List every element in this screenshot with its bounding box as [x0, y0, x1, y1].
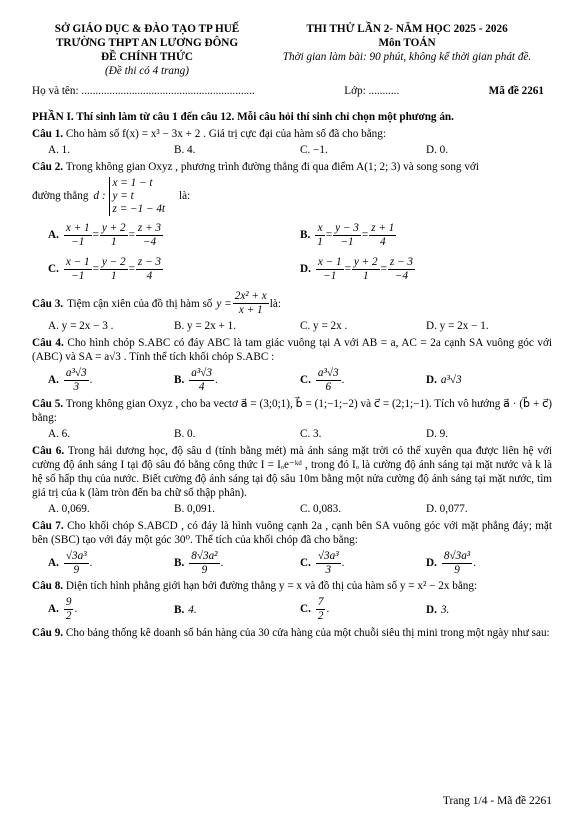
option-key: B.: [300, 228, 311, 241]
numerator: z + 3: [137, 221, 162, 234]
denominator: −1: [323, 270, 337, 283]
option-d: D. y = 2x − 1.: [426, 319, 489, 332]
header-left: [32, 22, 262, 78]
numerator: √3a³: [317, 549, 339, 562]
question-text: Trong hải dương học, độ sâu d (tính bằng mét) mà ánh sáng mặt trời có thể xuyên qua được liên hệ với cường độ ánh sáng I tại độ sâu đó bằng công thức I = Iₒe⁻ᵏᵈ , trong đó Iₒ là cường độ ánh sáng tại mặt nước và k là hệ số hấp thụ của nước. Biết cường độ ánh sáng tại độ sâu 10m bằng một nửa cường độ ánh sáng tại mặt nước, tìm giá trị của k (làm tròn đến ba chữ số thập phân).: [32, 444, 552, 499]
denominator: 3: [73, 380, 80, 393]
numerator: √3a³: [65, 549, 87, 562]
numerator: a³√3: [65, 366, 87, 379]
equals-sign: =: [92, 263, 99, 276]
denominator: 9: [201, 563, 208, 576]
question-3: [32, 290, 552, 317]
option-key: B.: [174, 556, 185, 569]
numerator: y − 3: [335, 221, 359, 234]
period: .: [473, 556, 476, 569]
option-key: D.: [426, 603, 437, 616]
option-a: A. 6.: [48, 427, 71, 440]
official-label: ĐỀ CHÍNH THỨC: [101, 51, 193, 63]
fraction: [316, 256, 344, 283]
option-key: A.: [48, 228, 59, 241]
equals-sign: =: [361, 228, 369, 241]
numerator: x − 1: [317, 256, 342, 269]
question-label: Câu 6.: [32, 444, 65, 457]
numerator: 7: [317, 596, 324, 609]
numerator: a³√3: [191, 366, 212, 379]
fraction: [136, 222, 163, 249]
fraction: [316, 596, 326, 623]
numerator: z + 1: [371, 221, 395, 234]
option-key: B.: [174, 603, 185, 616]
fraction: [316, 367, 341, 394]
fraction: [333, 222, 361, 249]
denominator: 1: [110, 235, 117, 248]
question-text: Tiệm cận xiên của đồ thị hàm số: [67, 297, 213, 310]
numerator: x + 1: [65, 221, 90, 234]
equals-sign: =: [344, 263, 351, 276]
q1-options: [48, 143, 552, 157]
option-key: C.: [48, 263, 59, 276]
name-field: Họ và tên: ..............................................................: [32, 85, 255, 97]
fraction: [352, 256, 380, 283]
fraction: [64, 367, 89, 394]
option-c: C. 0,083.: [300, 502, 342, 515]
line-tail: là:: [179, 190, 191, 203]
numerator: x: [315, 222, 325, 236]
header-right: [262, 22, 552, 78]
denominator: x + 1: [238, 304, 263, 316]
fraction: [136, 256, 163, 283]
line-name: d :: [93, 190, 106, 203]
question-7: [32, 519, 552, 547]
option-a: [48, 596, 174, 623]
question-label: Câu 1.: [32, 128, 64, 140]
option-a: [48, 367, 174, 394]
question-label: Câu 8.: [32, 580, 64, 593]
eq-y: y = t: [112, 189, 134, 202]
question-label: Câu 9.: [32, 627, 64, 640]
fraction: [388, 256, 415, 283]
option-b: B. 4.: [174, 144, 196, 156]
department: SỞ GIÁO DỤC & ĐÀO TẠO TP HUẾ: [54, 23, 240, 35]
period: .: [89, 373, 93, 386]
equals-sign: =: [128, 228, 135, 241]
q3-options: [48, 319, 552, 333]
question-label: Câu 4.: [32, 336, 64, 349]
option-b: B. 0.: [174, 427, 196, 440]
q8-options: [48, 596, 552, 623]
option-c: [300, 367, 426, 394]
school: TRƯỜNG THPT AN LƯƠNG ĐÔNG: [55, 37, 239, 49]
denominator: 1: [317, 235, 323, 248]
fraction: [369, 222, 396, 249]
option-d: [300, 256, 552, 283]
question-2: [32, 160, 552, 174]
option-key: B.: [174, 373, 185, 386]
option-c: C. y = 2x .: [300, 319, 348, 332]
q2-line-d: [32, 177, 552, 216]
equals-sign: =: [128, 263, 135, 276]
numerator: y + 2: [101, 221, 126, 234]
option-key: C.: [300, 373, 311, 386]
numerator: 2x² + x: [234, 290, 267, 303]
denominator: 1: [362, 270, 369, 283]
page-footer: Trang 1/4 - Mã đề 2261: [442, 794, 552, 807]
q5-options: [48, 427, 552, 441]
period: .: [74, 603, 78, 616]
option-key: A.: [48, 373, 59, 386]
question-label: Câu 7.: [32, 519, 64, 532]
question-6: [32, 444, 552, 500]
option-key: A.: [48, 603, 59, 616]
denominator: −4: [142, 235, 157, 248]
option-key: C.: [300, 603, 311, 616]
denominator: −1: [340, 235, 354, 248]
question-4: [32, 336, 552, 364]
question-text: Trong không gian Oxyz , phương trình đường thẳng đi qua điểm A(1; 2; 3) và song song với: [65, 161, 479, 173]
denominator: 2: [317, 610, 324, 623]
option-d: [426, 550, 552, 577]
header: [32, 22, 552, 78]
fraction: [64, 596, 74, 623]
question-9: [32, 626, 552, 640]
denominator: 6: [325, 380, 332, 393]
option-c: [48, 256, 300, 283]
option-key: D.: [300, 263, 311, 276]
q2-options: [48, 218, 552, 288]
question-5: [32, 397, 552, 425]
option-d: D. 0.: [426, 144, 449, 156]
option-d: D. 0,077.: [426, 502, 468, 515]
numerator: x − 1: [65, 256, 90, 269]
equation-system: [109, 177, 166, 216]
page-count: (Đề thi có 4 trang): [105, 65, 189, 77]
option-key: D.: [426, 374, 437, 387]
option-b: B. 0,091.: [174, 502, 216, 515]
exam-title: THI THỬ LẦN 2- NĂM HỌC 2025 - 2026: [306, 23, 508, 35]
time-limit: Thời gian làm bài: 90 phút, không kể thời gian phát đề.: [282, 51, 532, 63]
option-c: C. −1.: [300, 144, 328, 156]
fraction: [316, 550, 341, 577]
period: .: [341, 373, 345, 386]
fraction: [189, 367, 214, 394]
option-a: A. 0,069.: [48, 502, 90, 515]
denominator: 9: [73, 563, 80, 576]
student-info: [32, 84, 552, 98]
option-c: [300, 596, 426, 623]
denominator: 4: [198, 380, 205, 393]
denominator: −1: [71, 235, 85, 248]
option-b: [174, 550, 300, 577]
eq-z: z = −1 − 4t: [112, 202, 166, 215]
question-text: Cho hình chóp S.ABC có đáy ABC là tam giác vuông tại A với AB = a, AC = 2a cạnh SA vuông góc với (ABC) và SA = a√3 . Tính thể tích khối chóp S.ABC :: [32, 336, 552, 363]
eq-x: x = 1 − t: [112, 177, 153, 189]
question-tail: là:: [269, 297, 281, 310]
period: .: [214, 373, 218, 386]
denominator: −1: [71, 270, 85, 283]
question-1: [32, 127, 552, 141]
question-text: Diện tích hình phẳng giới hạn bởi đường thẳng y = x và đồ thị của hàm số y = x² − 2x bằng:: [65, 580, 478, 593]
option-b: [300, 222, 552, 249]
function-lhs: y =: [216, 297, 232, 310]
q7-options: [48, 550, 552, 577]
option-a: A. y = 2x − 3 .: [48, 319, 114, 332]
question-label: Câu 2.: [32, 161, 64, 173]
option-value: a³√3: [440, 374, 462, 387]
denominator: 2: [65, 610, 72, 623]
option-a: [48, 222, 300, 249]
denominator: 9: [454, 563, 460, 576]
part-title: PHẦN I. Thí sinh làm từ câu 1 đến câu 12. Mỗi câu hỏi thí sinh chỉ chọn một phương án.: [32, 111, 454, 123]
option-b: B. y = 2x + 1.: [174, 319, 237, 332]
question-text: Cho khối chóp S.ABCD , có đáy là hình vuông cạnh 2a , cạnh bên SA vuông góc với mặt phẳng đáy; mặt bên (SBC) tạo với đáy một góc 30⁰. Thể tích của khối chóp đã cho bằng:: [32, 519, 552, 546]
function-fraction: [233, 290, 269, 317]
denominator: 4: [379, 235, 386, 248]
equals-sign: =: [92, 228, 99, 241]
fraction: [100, 222, 128, 249]
class-field: Lớp: ...........: [344, 85, 400, 97]
fraction: [64, 222, 92, 249]
option-c: C. 3.: [300, 427, 322, 440]
fraction: [315, 222, 325, 249]
numerator: z − 3: [389, 256, 414, 269]
numerator: y − 2: [101, 256, 126, 269]
numerator: z − 3: [137, 256, 162, 269]
option-key: C.: [300, 556, 311, 569]
fraction: [64, 550, 89, 577]
denominator: −4: [394, 270, 409, 283]
option-value: 4.: [188, 603, 197, 616]
option-b: [174, 603, 300, 617]
fraction: [64, 256, 92, 283]
option-a: [48, 550, 174, 577]
line-text: đường thẳng: [32, 190, 89, 203]
numerator: 9: [65, 596, 72, 609]
exam-code: Mã đề 2261: [488, 85, 544, 97]
option-value: 3.: [440, 603, 450, 616]
equals-sign: =: [380, 263, 387, 276]
denominator: 1: [110, 270, 117, 283]
question-label: Câu 5.: [32, 397, 64, 410]
exam-page: [32, 22, 552, 640]
equals-sign: =: [325, 228, 333, 241]
period: .: [89, 556, 93, 569]
numerator: a³√3: [317, 366, 339, 379]
option-d: [426, 373, 552, 387]
denominator: 3: [325, 563, 332, 576]
period: .: [341, 556, 345, 569]
option-key: D.: [426, 556, 437, 569]
option-d: [426, 603, 552, 617]
question-text: Cho hàm số f(x) = x³ − 3x + 2 . Giá trị cực đại của hàm số đã cho bằng:: [65, 128, 386, 140]
option-a: A. 1.: [48, 144, 71, 156]
fraction: [189, 550, 219, 577]
q6-options: [48, 502, 552, 516]
period: .: [326, 603, 330, 616]
q4-options: [48, 367, 552, 394]
option-b: [174, 367, 300, 394]
numerator: y + 2: [353, 256, 378, 269]
option-key: A.: [48, 556, 59, 569]
fraction: [442, 550, 472, 577]
question-8: [32, 579, 552, 593]
subject: Môn TOÁN: [378, 37, 436, 49]
numerator: 8√3a²: [191, 549, 218, 562]
numerator: 8√3a³: [443, 549, 471, 562]
period: .: [220, 556, 224, 569]
fraction: [100, 256, 128, 283]
option-d: D. 9.: [426, 427, 449, 440]
denominator: 4: [146, 270, 153, 283]
question-text: Trong không gian Oxyz , cho ba vectơ a⃗ = (3;0;1), b⃗ = (1;−1;−2) và c⃗ = (2;1;−1). Tích vô hướng a⃗ · (b⃗ + c⃗) bằng:: [32, 397, 552, 424]
option-c: [300, 550, 426, 577]
question-label: Câu 3.: [32, 297, 64, 310]
question-text: Cho bảng thống kê doanh số bán hàng của 30 cửa hàng của một chuỗi siêu thị mini trong một ngày như sau:: [65, 627, 550, 640]
